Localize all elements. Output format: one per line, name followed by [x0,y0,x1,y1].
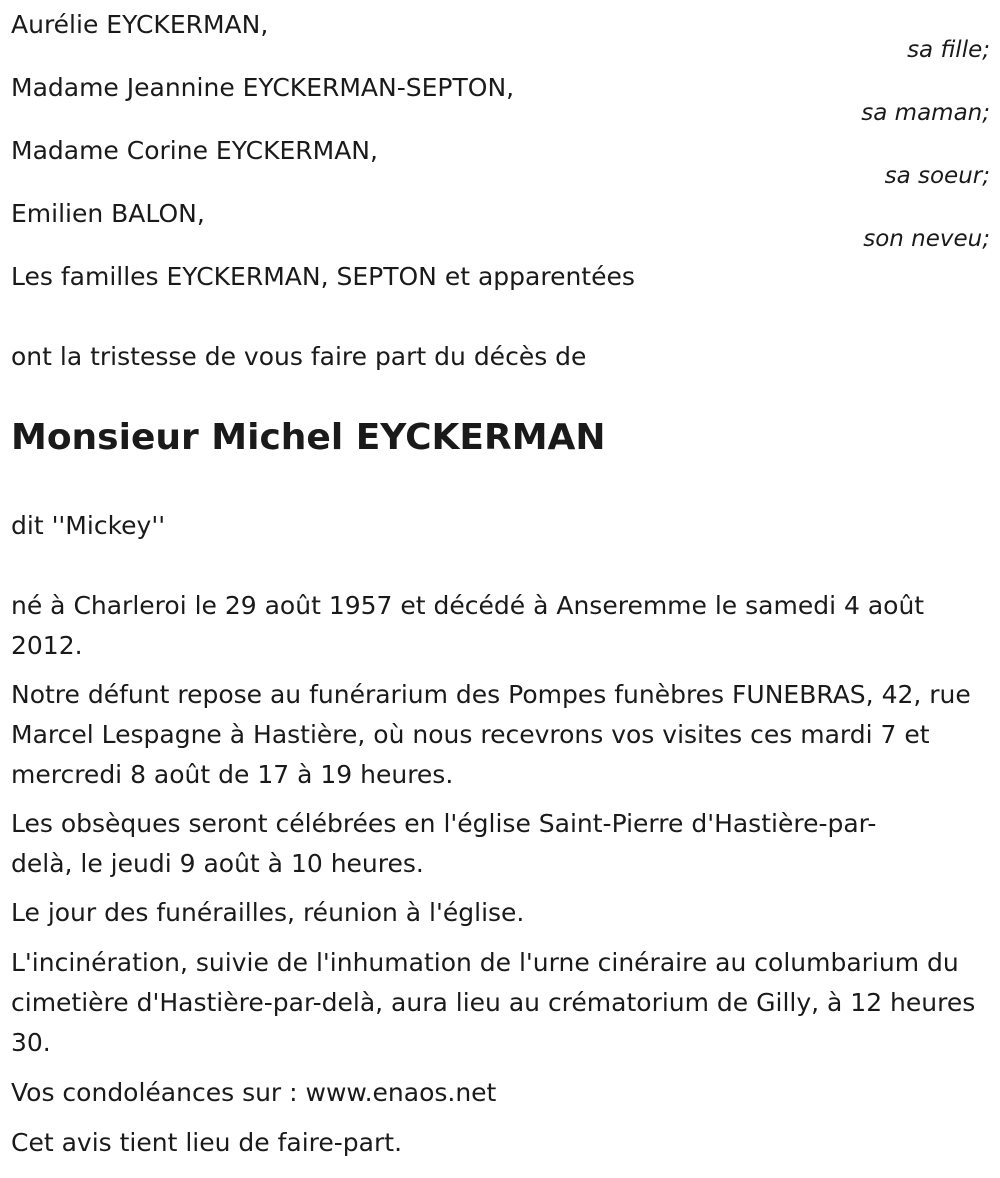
family-member-relation: sa fille; [907,37,990,63]
family-member-relation: sa maman; [861,100,990,126]
deceased-name: Monsieur Michel EYCKERMAN [11,417,606,458]
incineration-paragraph: L'incinération, suivie de l'inhumation de l'urne cinéraire au columbarium du cimetière d'Hastière-par-delà, aura lieu au crématorium de Gilly, à 12 heures 30. [11,948,976,1057]
family-member-name: Madame Corine EYCKERMAN, [11,136,378,165]
family-member-relation: son neveu; [863,226,990,252]
birth-death-paragraph: né à Charleroi le 29 août 1957 et décédé à Anseremme le samedi 4 août 2012. [11,591,925,660]
nickname: dit ''Mickey'' [11,511,166,540]
faire-part-paragraph: Cet avis tient lieu de faire-part. [11,1128,403,1157]
funeral-paragraph: Les obsèques seront célébrées en l'église Saint-Pierre d'Hastière-par-delà, le jeudi 9 août à 10 heures. [11,809,877,878]
repose-paragraph: Notre défunt repose au funérarium des Pompes funèbres FUNEBRAS, 42, rue Marcel Lespagne à Hastière, où nous recevrons vos visites ces mardi 7 et mercredi 8 août de 17 à 19 heures. [11,680,971,789]
family-member-name: Madame Jeannine EYCKERMAN-SEPTON, [11,73,515,102]
family-member-name: Aurélie EYCKERMAN, [11,10,269,39]
announcement-text: ont la tristesse de vous faire part du décès de [11,342,587,371]
family-member-name: Emilien BALON, [11,199,205,228]
condolences-paragraph: Vos condoléances sur : www.enaos.net [11,1078,497,1107]
family-member-relation: sa soeur; [884,163,990,189]
families-line: Les familles EYCKERMAN, SEPTON et apparentées [11,262,635,291]
reunion-paragraph: Le jour des funérailles, réunion à l'église. [11,898,525,927]
